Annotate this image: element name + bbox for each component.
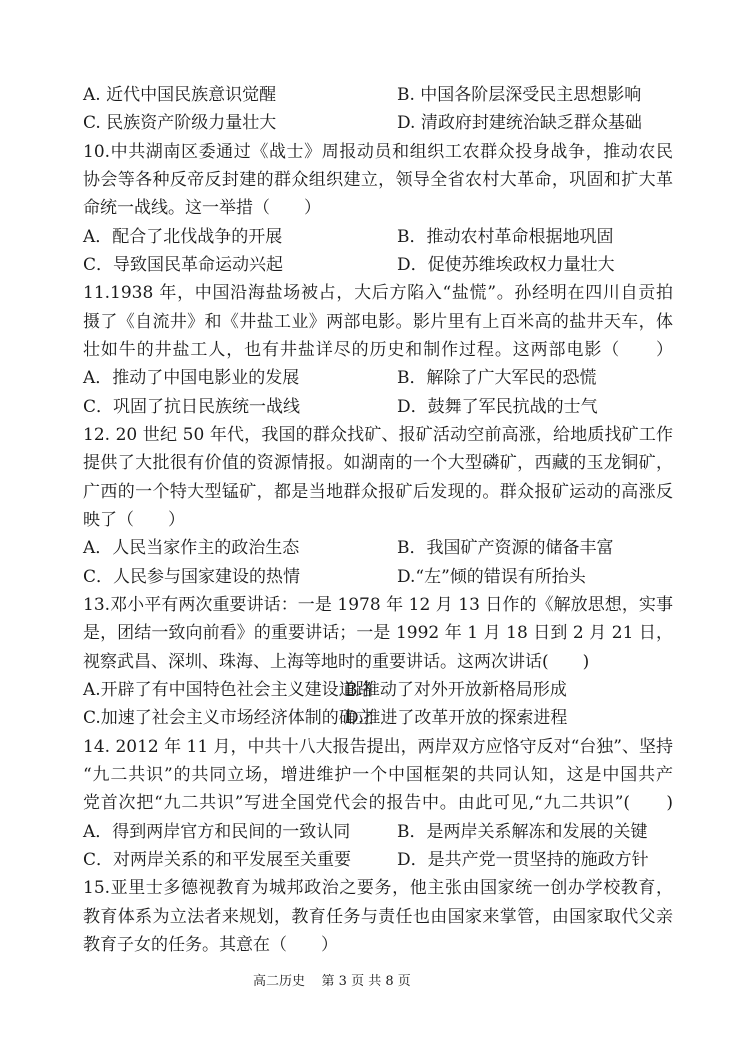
answer-option: B．是两岸关系解冻和发展的关键 (397, 821, 648, 842)
answer-option: D.“左”倾的错误有所抬头 (397, 566, 586, 587)
answer-option: A．配合了北伐战争的开展 (83, 226, 283, 247)
option-row (83, 534, 673, 562)
answer-option: C．导致国民革命运动兴起 (83, 254, 284, 275)
option-row (83, 818, 673, 846)
answer-option: A．人民当家作主的政治生态 (83, 538, 300, 559)
question-text-line: 壮如牛的井盐工人，也有井盐详尽的历史和制作过程。这两部电影（ ） (83, 339, 673, 360)
option-row (83, 109, 673, 137)
answer-option: A．推动了中国电影业的发展 (83, 368, 300, 389)
page-footer: 高二历史 第 3 页 共 8 页 (253, 974, 411, 989)
option-row (83, 563, 673, 591)
answer-option: D．是共产党一贯坚持的施政方针 (397, 849, 649, 870)
question-text-line: 视察武昌、深圳、珠海、上海等地时的重要讲话。这两次讲话( ) (83, 651, 590, 672)
answer-option: D.推进了改革开放的探索进程 (345, 708, 568, 729)
question-text-line: 15.亚里士多德视教育为城邦政治之要务，他主张由国家统一创办学校教育， (83, 878, 673, 899)
answer-option: C．巩固了抗日民族统一战线 (83, 396, 301, 417)
question-text-line: 映了（ ） (83, 509, 185, 530)
answer-option: D. 清政府封建统治缺乏群众基础 (397, 113, 642, 134)
answer-option: C．对两岸关系的和平发展至关重要 (83, 849, 352, 870)
answer-option: C.加速了社会主义市场经济体制的确立 (83, 708, 373, 729)
answer-option: B．解除了广大军民的恐慌 (397, 368, 597, 389)
answer-option: B. 中国各阶层深受民主思想影响 (397, 85, 642, 105)
question-text-line: 11.1938 年，中国沿海盐场被占，大后方陷入“盐慌”。孙经明在四川自贡拍 (83, 283, 673, 304)
question-text-line: 10.中共湖南区委通过《战士》周报动员和组织工农群众投身战争，推动农民 (83, 141, 673, 162)
question-text-line: 12. 20 世纪 50 年代，我国的群众找矿、报矿活动空前高涨，给地质找矿工作 (83, 424, 673, 445)
answer-option: A．得到两岸官方和民间的一致认同 (83, 821, 351, 842)
answer-option: C. 民族资产阶级力量壮大 (83, 113, 277, 134)
option-row (83, 223, 673, 251)
option-row (83, 81, 673, 109)
answer-option: A.开辟了有中国特色社会主义建设道路 (83, 679, 373, 700)
answer-option: B.推动了对外开放新格局形成 (345, 679, 567, 700)
answer-option: D．促使苏维埃政权力量壮大 (397, 254, 615, 275)
question-text-line: 教育体系为立法者来规划，教育任务与责任也由国家来掌管，由国家取代父亲 (83, 906, 673, 927)
answer-option: B．推动农村革命根据地巩固 (397, 226, 614, 247)
answer-option: D．鼓舞了军民抗战的士气 (397, 396, 598, 417)
option-row (83, 846, 673, 874)
option-row (83, 364, 673, 392)
question-text-line: 教育子女的任务。其意在（ ） (83, 934, 338, 955)
question-text-line: 党首次把“九二共识”写进全国党代会的报告中。由此可见,“九二共识”( ) (83, 793, 673, 814)
option-row (83, 704, 673, 732)
answer-option: A. 近代中国民族意识觉醒 (83, 85, 277, 105)
question-text-line: 提供了大批很有价值的资源情报。如湖南的一个大型磷矿，西藏的玉龙铜矿， (83, 453, 673, 474)
question-text-line: 13.邓小平有两次重要讲话：一是 1978 年 12 月 13 日作的《解放思想，实事 (83, 594, 673, 615)
answer-option: C．人民参与国家建设的热情 (83, 566, 301, 587)
question-text-line: 14. 2012 年 11 月，中共十八大报告提出，两岸双方应恪守反对“台独”、坚持 (83, 736, 673, 757)
option-row (83, 676, 673, 704)
option-row (83, 393, 673, 421)
question-text-line: “九二共识”的共同立场，增进维护一个中国框架的共同认知，这是中国共产 (83, 764, 673, 785)
question-text-line: 命统一战线。这一举措（ ） (83, 198, 321, 219)
option-row (83, 251, 673, 279)
question-text-line: 是，团结一致向前看》的重要讲话；一是 1992 年 1 月 18 日到 2 月 21 日， (83, 623, 673, 644)
question-text-line: 协会等各种反帝反封建的群众组织建立，领导全省农村大革命，巩固和扩大革 (83, 169, 673, 190)
answer-option: B．我国矿产资源的储备丰富 (397, 538, 614, 559)
exam-page-content (83, 81, 673, 959)
question-text-line: 广西的一个特大型锰矿，都是当地群众报矿后发现的。群众报矿运动的高涨反 (83, 481, 673, 502)
question-text-line: 摄了《自流井》和《井盐工业》两部电影。影片里有上百米高的盐井天车，体 (83, 311, 673, 332)
